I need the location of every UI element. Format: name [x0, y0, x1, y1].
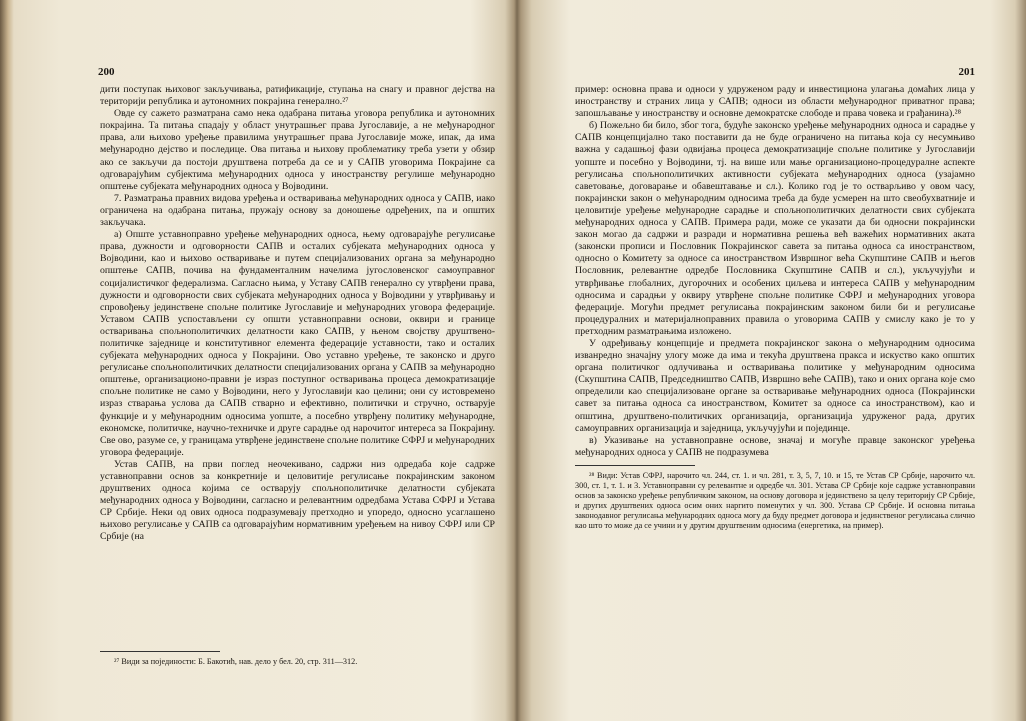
paragraph: б) Пожељно би било, због тога, будуће законско уређење међународних односа и сарадње у САПВ концепцијално тако поставити да не буде ограничено на питања која су несумњиво важна у садашњој фази одвијања процеса демократизације спољне политике у Југославији уопште и посебно у Војводини, тј. на више или мање организационо-процедуралне аспекте регулисања спољнополитичких активности субјеката међународних односа (узајамно саветовање, договарање и обавештавање и сл.). Колико год је то остварљиво у овом часу, покрајински закон о међународним односима треба да буде усмерен на што свеобухватније и целовитије уређење међународне сарадње и спољнополитичких делатности свих субјеката међународних односа у САПВ. Примера ради, може се указати да би односни покрајински закон могао да садржи и разради и нормативна решења већ важећих нормативних аката (законски прописи и Пословник Покрајинског савета за питања односа са иностранством, односно о Комитету за односе са иностранством Извршног већа Скупштине САПВ и његов Пословник, релевантне одредбе Пословника Скупштине САПВ и сл.), укључујући и утврђивање глобалних, дугорочних и особених циљева и интереса САПВ у међународним односима и сарадњи у оквиру утврђене спољне политике СФРЈ и међународних уговора федерације. Могући предмет регулисања покрајинским законом били би и регулисање процедуралних и материјалноправних правила о уговорима САПВ у смислу како је то у претходним разматрањима изложено.: [575, 120, 975, 337]
paragraph: дити поступак њиховог закључивања, ратификације, ступања на снагу и правног дејства на територији република и аутономних покрајина генерално.²⁷: [100, 84, 495, 108]
page-number-right: 201: [958, 66, 975, 78]
footnote: ²⁷ Види за појединости: Б. Бакотић, нав. дело у бел. 20, стр. 311—312.: [114, 657, 358, 666]
left-page-body: [100, 84, 495, 544]
page-number-left: 200: [98, 66, 115, 78]
paragraph: в) Указивање на уставноправне основе, значај и могуће правце законског уређења међународних односа у САПВ не подразумева: [575, 434, 975, 458]
paragraph: Устав САПВ, на први поглед неочекивано, садржи низ одредаба које садрже уставноправни основ за конкретније и целовитије регулисање покрајинским законом друштвених односа којима се остварују спољнополитичке делатности субјеката међународних односа у Војводини, сагласно и релевантним одредбама Устава СФРЈ и Устава СР Србије. Неки од ових односа подразумевају претходно и упоредо, односно усаглашено њихово регулисање у САПВ са одговарајућим нормативним уређењем на нивоу СФРЈ или СР Србије (на: [100, 458, 495, 543]
right-page: [575, 0, 975, 721]
paragraph: а) Опште уставноправно уређење међународних односа, њему одговарајуће регулисање права, дужности и одговорности САПВ и осталих субјеката међународних односа у Војводини, као и њихово остваривање и путем специјализованих органа за међународно општење САПВ, почива на фундаменталним начелима југословенског самоуправног социјалистичког федерализма. Сагласно њима, у Уставу САПВ генерално су утврђени права, дужности и одговорности свих субјеката међународних односа у Војводини у утврђивању и спровођењу јединствене спољне политике Југославије и међународних уговора федерације. Уставом САПВ успостављени су општи уставноправни основи, оквири и границе остваривања спољнополитичких делатности како САПВ, у њеном својству друштвено-политичке заједнице и конститутивног елемента федерације уставности, тако и осталих субјеката међународних односа у Покрајини. Ово уставно уређење, те законско и друго регулисање спољнополитичких делатности специјализованих органа у САПВ за међународно општење, организационо-правни је израз поступног остваривања процеса демократизације спољне политике не само у Војводини, него у Југославији као целини; они су истовремено израз стварања услова да САПВ стварно и ефективно, политички и стручно, остварује функције и у међународним односима уопште, а посебно утврђену политику међународне, економске, политичке, научно-техничке и друге сарадње од нарочитог интереса за Покрајину. Све ово, разуме се, у границама утврђене јединствене спољне политике СФРЈ и међународних уговора федерације.: [100, 229, 495, 458]
paragraph: У одређивању концепције и предмета покрајинског закона о међународним односима изванредно значајну улогу може да има и текућа друштвена пракса и искуство како општих органа политичког одлучивања и остваривања политике у међународним односима (Скупштина САПВ, Председништво САПВ, Извршно веће САПВ), тако и оних органа које смо определили као специјализоване органе за остваривање међународних односа (Покрајински савет за питања односа са иностранством, Комитет за односе са иностранством), као и општина, друштвено-политичких организација, организација удруженог рада, других самоуправних организација и заједница, укључујући и појединце.: [575, 337, 975, 434]
paragraph: 7. Разматрања правних видова уређења и остваривања међународних односа у САПВ, иако ограничена на одабрана питања, пружају основу за доношење одређених, па и општих закључака.: [100, 192, 495, 229]
left-page: [90, 0, 495, 721]
right-page-body: [575, 84, 975, 531]
paragraph: пример: основна права и односи у удруженом раду и инвестициона улагања домаћих лица у иностранству и страних лица у САПВ; односи из области међународног приватног права; запошљавање у иностранству и основне демократске слободе и права човека и грађанина).²⁸: [575, 84, 975, 120]
paragraph: Овде су сажето разматрана само нека одабрана питања уговора република и аутономних покрајина. Та питања спадају у област унутрашњег права Југославије, а не међународног права, али њихово уређење правилима унутрашњег права Југославије може, ипак, да има међународно дејство и последице. Ова питања и њихову проблематику треба узети у обзир ако се закључи да постоји друштвена потреба да се и у САПВ уговорима Покрајине са одговарајућим субјектима међународних односа у иностранству регулише међународно општење субјеката међународних односа у Војводини.: [100, 108, 495, 192]
footnote-rule: [100, 651, 220, 652]
left-footnote-area: [100, 645, 495, 667]
footnote: ²⁸ Види: Устав СФРЈ, нарочито чл. 244, ст. 1. и чл. 281, т. 3, 5, 7, 10. и 15, те Устав СР Србије, нарочито чл. 300, ст. 1, т. 1. и 3. Уставноправни су релевантне и одредбе чл. 301. Устава СР Србије које садрже уставноправни основ за законско уређење републичким законом, на основу договора и јединствено за целу територију СР Србије, и других друштвених односа осим оних наргито поменутих у чл. 300. Устава СР Србије. И основна питања законодавног регулисања међународних односа могу да буду предмет договора и јединственог регулисања слично као што то може да се учини и у другим друштвеним односима (енергетика, на пример).: [575, 470, 975, 530]
footnote-rule: [575, 465, 695, 466]
